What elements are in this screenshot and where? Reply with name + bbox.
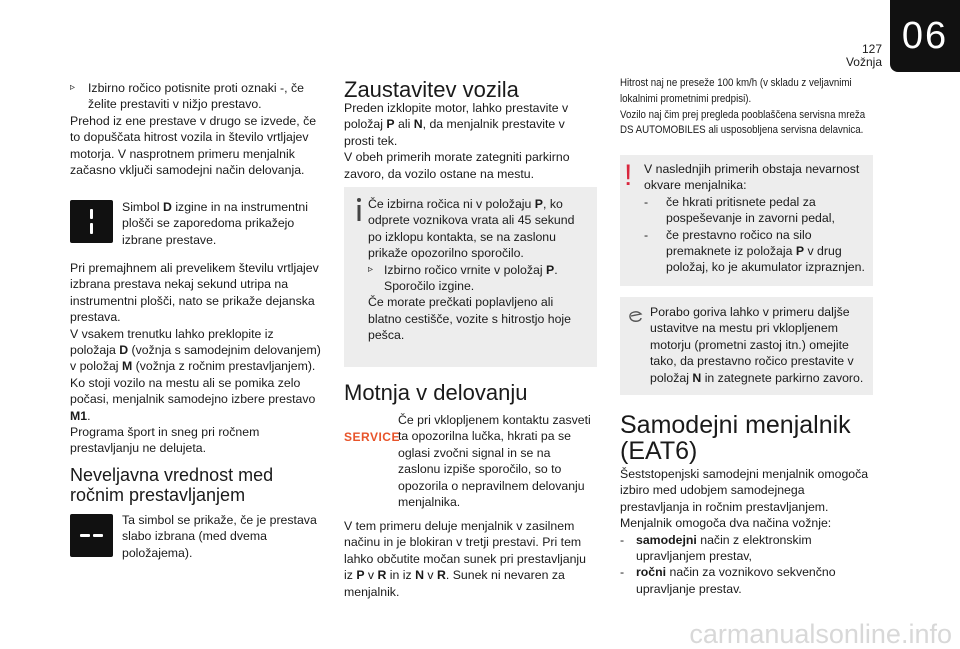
info-bullet: ▹ Izbirno ročico vrnite v položaj P. Sporočilo izgine. — [368, 262, 558, 294]
symbol-d-text: Simbol D izgine in na instrumentni plošči se zaporedoma prikažejo izbrane prestave. — [122, 200, 308, 247]
para-m1: Ko stoji vozilo na mestu ali se pomika zelo počasi, menjalnik samodejno izbere prestavo M1. — [70, 375, 316, 423]
para-gearbox-modes: Menjalnik omogoča dva načina vožnje: — [620, 516, 832, 531]
warning-item-battery: - če prestavno ročico na silo premaknete iz položaja P v drug položaj, ko je akumulator izpraznjen. — [644, 227, 865, 275]
heading-automatic-gearbox: Samodejni menjalnik (EAT6) — [620, 411, 851, 465]
para-gearbox-intro: Šeststopenjski samodejni menjalnik omogoča izbiro med udobjem samodejnega prestavljanja in ročnim prestavljanjem. — [620, 467, 869, 514]
triangle-bullet-icon: ▹ — [368, 263, 374, 275]
mode-manual: - ročni način za voznikovo sekvenčno upravljanje prestav. — [620, 565, 836, 596]
eco-box — [620, 297, 873, 395]
mode-automatic: - samodejni način z elektronskim upravljanjem prestav, — [620, 532, 812, 564]
service-warning-icon: SERVICE — [344, 430, 400, 444]
warning-box — [620, 155, 873, 286]
para-shift-info: Prehod iz ene prestave v drugo se izvede, če to dopuščata hitrost vozila in število vrtljajev motorja. V nasprotnem primeru menjalnik začasno vključi samodejni način delovanja. — [70, 113, 317, 178]
service-note: Vozilo naj čim prej pregleda pooblaščena servisna mreža DS AUTOMOBILES ali usposobljena servisna delavnica. — [620, 108, 866, 137]
warning-item-pedals: - če hkrati pritisnete pedal za pospeševanje in zavorni pedal, — [644, 194, 835, 226]
eco-text: Porabo goriva lahko v primeru daljše ustavitve na mestu pri vklopljenem motorju (prometni zastoj itn.) omejite tako, da prestavno ročico prestavite v položaj N in zategnete parkirno zavoro. — [650, 305, 864, 385]
info-text-flooded: Če morate prečkati poplavljeno ali blatno cestišče, vozite s hitrostjo hoje pešca. — [368, 295, 572, 343]
watermark: carmanualsonline.info — [689, 619, 952, 649]
bullet-downshift: ▹ Izbirno ročico potisnite proti oznaki -, če želite prestaviti v nižjo prestavo. — [70, 81, 304, 112]
page-number: 127 — [861, 42, 882, 56]
triangle-bullet-icon: ▹ — [70, 82, 76, 93]
para-sport-snow: Programa šport in sneg pri ročnem prestavljanju ne delujeta. — [70, 425, 260, 456]
gear-indicator-icon — [70, 200, 113, 243]
para-rpm: Pri premajhnem ali prevelikem številu vrtljajev izbrana prestava nekaj sekund utripa na instrumentni plošči, nato se prikaže dejanska prestava. — [70, 261, 319, 325]
info-box — [344, 187, 597, 367]
fault-text: Če pri vklopljenem kontaktu zasveti ta opozorilna lučka, hkrati pa se oglasi zvočni signal in se na zaslonu izpiše sporočilo, so to opozorila o nepravilnem delovanju menjalnika. — [398, 413, 591, 510]
invalid-gear-icon — [70, 514, 113, 557]
warning-exclamation-icon: ! — [624, 159, 633, 192]
para-parking-brake: V obeh primerih morate zategniti parkirno zavoro, da vozilo ostane na mestu. — [344, 150, 570, 181]
chapter-number: 06 — [901, 15, 949, 57]
heading-stopping-vehicle: Zaustavitev vozila — [344, 77, 519, 102]
speed-limit-note: Hitrost naj ne preseže 100 km/h (v skladu z veljavnimi lokalnimi prometnimi predpisi). — [620, 77, 852, 105]
para-mode-switch: V vsakem trenutku lahko preklopite iz položaja D (vožnja s samodejnim delovanjem) v položaj M (vožnja z ročnim prestavljanjem). — [70, 326, 321, 374]
info-icon — [352, 197, 366, 228]
para-stop-position: Preden izklopite motor, lahko prestavite v položaj P ali N, da menjalnik prestavite v prosti tek. — [344, 101, 569, 148]
invalid-symbol-text: Ta simbol se prikaže, če je prestava slabo izbrana (med dvema položajema). — [122, 513, 317, 560]
info-text-warning: Če izbirna ročica ni v položaju P, ko odprete voznikova vrata ali 45 sekund po izklopu kontakta, se na zaslonu prikaže opozorilno sporočilo. — [368, 197, 575, 261]
section-title: Vožnja — [845, 55, 882, 69]
warning-intro: V naslednjih primerih obstaja nevarnost okvare menjalnika: — [644, 162, 860, 193]
heading-invalid-value: Neveljavna vrednost med ročnim prestavljanjem — [70, 465, 274, 505]
chapter-tab — [890, 0, 960, 72]
eco-leaf-icon — [628, 307, 644, 330]
para-emergency-mode: V tem primeru deluje menjalnik v zasilnem načinu in je blokiran v tretji prestavi. Pri tem lahko občutite močan sunek pri prestavljanju iz P v R in iz N v R. Sunek ni nevaren za menjalnik. — [344, 519, 586, 599]
heading-malfunction: Motnja v delovanju — [344, 380, 528, 405]
